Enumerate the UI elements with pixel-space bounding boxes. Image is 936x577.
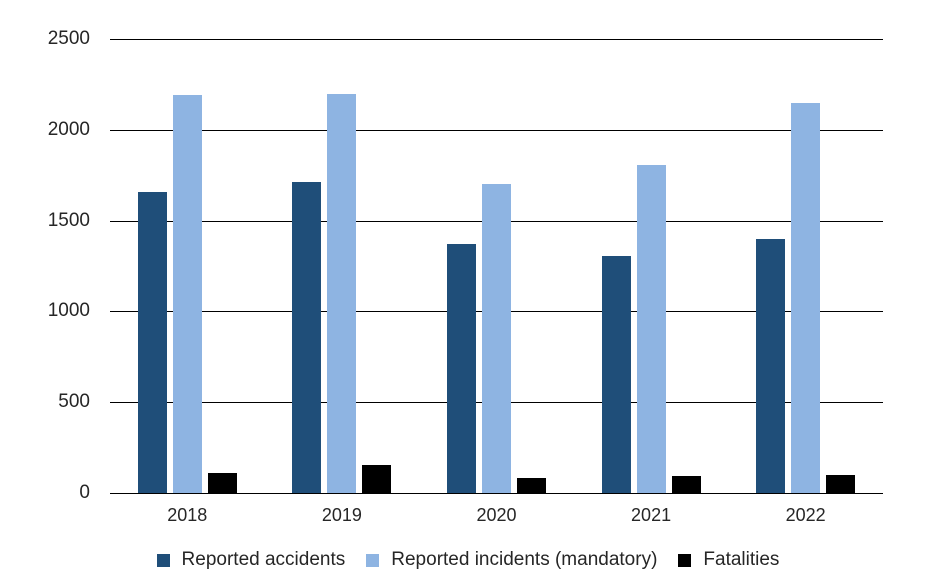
legend-label: Reported accidents <box>181 549 346 570</box>
y-axis-tick-label: 500 <box>58 391 90 413</box>
bar-reported-incidents-mandatory <box>791 103 820 493</box>
x-axis-category-label: 2019 <box>321 505 362 525</box>
bar-reported-accidents <box>756 239 785 493</box>
x-axis-category-label: 2021 <box>631 505 672 525</box>
legend-label: Reported incidents (mandatory) <box>391 549 658 570</box>
bar-group-2021 <box>574 39 729 493</box>
y-axis-tick-label: 1000 <box>47 300 90 322</box>
bar-reported-incidents-mandatory <box>482 184 511 493</box>
x-axis-category-label: 2018 <box>167 505 208 525</box>
legend-swatch-fatalities <box>678 554 691 567</box>
legend-swatch-reported-accidents <box>157 554 170 567</box>
y-axis-tick-label: 0 <box>79 482 90 503</box>
bar-reported-accidents <box>602 256 631 493</box>
x-axis-category-label: 2020 <box>476 505 517 525</box>
x-axis <box>110 502 883 528</box>
bar-reported-accidents <box>292 182 321 493</box>
bar-groups <box>110 39 883 493</box>
legend-item-fatalities <box>678 548 779 572</box>
bar-reported-accidents <box>447 244 476 493</box>
bar-group-2020 <box>419 39 574 493</box>
bar-fatalities <box>826 475 855 493</box>
y-axis-tick-label: 1500 <box>47 209 90 231</box>
x-axis-category-label: 2022 <box>785 505 826 525</box>
bar-fatalities <box>362 465 391 493</box>
legend-label: Fatalities <box>703 549 780 570</box>
bar-reported-incidents-mandatory <box>327 94 356 493</box>
legend-swatch-reported-incidents-mandatory <box>366 554 379 567</box>
bar-group-2019 <box>265 39 420 493</box>
bar-reported-incidents-mandatory <box>637 165 666 493</box>
y-axis <box>0 0 90 577</box>
bar-fatalities <box>517 478 546 493</box>
bar-group-2018 <box>110 39 265 493</box>
y-axis-tick-label: 2500 <box>47 28 90 49</box>
bar-fatalities <box>208 473 237 493</box>
plot-area <box>110 39 883 494</box>
bar-reported-accidents <box>138 192 167 493</box>
bar-group-2022 <box>728 39 883 493</box>
y-axis-tick-label: 2000 <box>47 118 90 140</box>
legend-item-reported-incidents-mandatory <box>366 548 657 572</box>
bar-fatalities <box>672 476 701 493</box>
legend-item-reported-accidents <box>157 548 346 572</box>
legend <box>0 548 936 572</box>
bar-reported-incidents-mandatory <box>173 95 202 493</box>
